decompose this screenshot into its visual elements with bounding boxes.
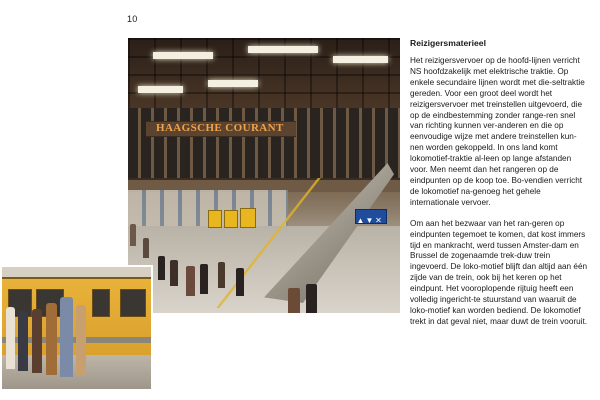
traveler-figure [143, 238, 149, 258]
arrow-down-icon: ▼ [365, 216, 374, 225]
banner-text: HAAGSCHE COURANT [156, 122, 284, 134]
traveler-figure [130, 224, 136, 246]
cross-icon: ✕ [375, 216, 382, 225]
passenger-figure [32, 309, 42, 373]
traveler-figure [186, 266, 195, 296]
traveler-figure [200, 264, 208, 294]
passenger-figure [6, 307, 15, 369]
passenger-figure [18, 311, 28, 371]
passenger-figure [60, 297, 73, 377]
train-platform-photo [0, 265, 153, 391]
ceiling-light [333, 56, 388, 63]
direction-sign [355, 209, 387, 224]
ceiling-light [153, 52, 213, 59]
station-hall-photo [128, 38, 400, 313]
train-window [92, 289, 110, 317]
back-wall [128, 108, 400, 188]
departure-board [224, 210, 238, 228]
traveler-figure [236, 268, 244, 296]
ceiling-light [248, 46, 318, 53]
article-paragraph: Het reizigersvervoer op de hoofd-lijnen verricht NS hoofdzakelijk met elektrische traktie. Op enkele secundaire lijnen wordt met die-seltraktie gereden. Voor een groot deel wordt het reizigersvervoer met treinstellen uitgevoerd, die op de eindbestemming zonder range-ren snel van richting kunnen ver-anderen en die op eenvoudige wijze met andere treinstellen kun-nen worden gekoppeld. In ons land komt lokomotief-traktie al-leen op lange afstanden voor. Men neemt dan het rangeren op de eindpunten op de koop toe. Bo-vendien verricht de lokomotief na-genoeg het gehele internationale vervoer. [410, 56, 585, 207]
traveler-figure [218, 262, 225, 288]
ceiling-light [208, 80, 258, 87]
train-window [120, 289, 146, 317]
page-number: 10 [127, 14, 138, 24]
departure-board [240, 208, 256, 228]
traveler-figure [170, 260, 178, 286]
traveler-figure [158, 256, 165, 280]
departure-board [208, 210, 222, 228]
article-paragraph: Om aan het bezwaar van het ran-geren op eindpunten tegemoet te komen, dat kost immers tijd en mankracht, werd tussen Amster-dam en Brussel de zogenaamde trek-duw trein ingevoerd. De loko-motief blijft dan altijd aan één zijde van de trein, ook bij het keren op het eindpunt. Het vooroplopende rijtuig heeft een volledig ingericht-te stuurstand van waaruit de loko-motief kan worden bediend. De lokomotief trekt in dat geval niet, maar duwt de trein vooruit. [410, 218, 588, 326]
traveler-figure [288, 288, 300, 313]
article-column [410, 38, 590, 338]
ceiling-light [138, 86, 183, 93]
arrow-up-icon: ▲ [356, 216, 365, 225]
passenger-figure [76, 305, 86, 375]
traveler-figure [306, 284, 317, 313]
article-heading: Reizigersmaterieel [410, 38, 486, 48]
passenger-figure [46, 303, 57, 375]
